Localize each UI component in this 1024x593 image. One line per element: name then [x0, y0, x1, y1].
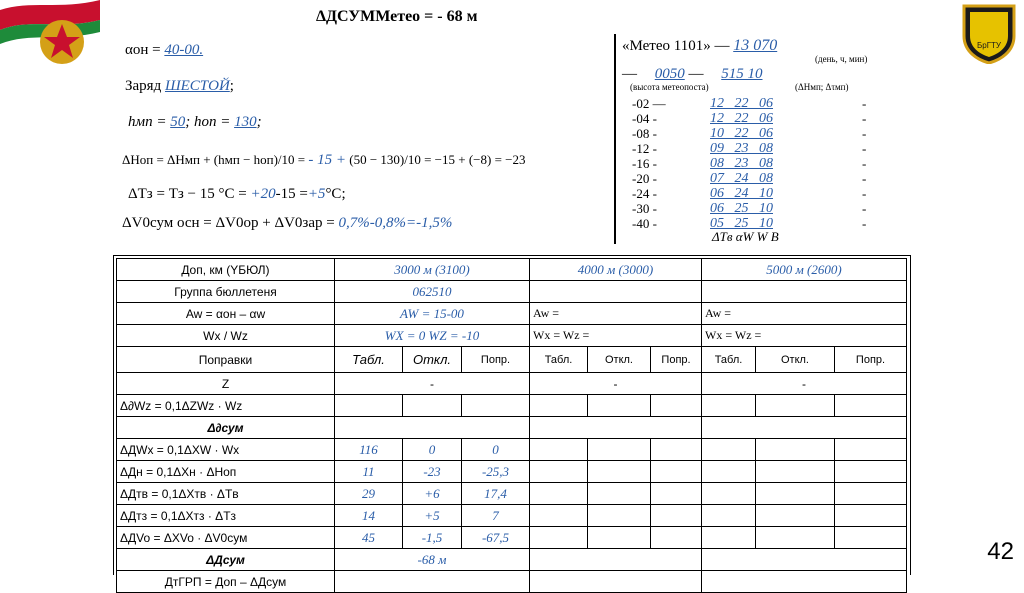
dvo-table: 45 — [335, 527, 403, 549]
table-row — [117, 281, 907, 303]
dt-label: ΔTз = Tз − 15 °C = — [128, 186, 247, 202]
meteo-line2 — [622, 66, 763, 83]
dtz-label: ΔДтз = 0,1ΔXтз · ΔTз — [117, 505, 335, 527]
h-op-value: 130 — [234, 114, 257, 130]
meteo-row-values: 06 25 10 — [710, 201, 773, 216]
ddsum-value: -68 м — [335, 549, 530, 571]
col-table: Табл. — [335, 347, 403, 373]
dh-row-label: ΔДн = 0,1ΔXн · ΔHоп — [117, 461, 335, 483]
table-row — [117, 439, 907, 461]
meteo-row-height: -24 - — [632, 186, 657, 201]
meteo-header-value: 13 070 — [733, 37, 778, 54]
svg-text:БрГТУ: БрГТУ — [977, 41, 1001, 50]
meteo-row-values: 08 23 08 — [710, 156, 773, 171]
dwz-label: Δ∂Wz = 0,1ΔZWz · Wz — [117, 395, 335, 417]
z-label: Z — [117, 373, 335, 395]
dh-table: 11 — [335, 461, 403, 483]
table-row — [117, 347, 907, 373]
dtgrp-label: ДтГРП = Доп – ΔДсум — [117, 571, 335, 593]
dtv-corr: 17,4 — [462, 483, 530, 505]
meteo-row-height: -12 - — [632, 141, 657, 156]
meteo-row-height: -20 - — [632, 171, 657, 186]
group-label: Группа бюллетеня — [117, 281, 335, 303]
distance-col3: 5000 м (2600) — [702, 259, 907, 281]
distance-col2: 4000 м (3000) — [530, 259, 702, 281]
meteo-row-values: 12 22 06 — [710, 111, 773, 126]
dtv-label: ΔДтв = 0,1ΔXтв · ΔTв — [117, 483, 335, 505]
col-dev-2: Откл. — [588, 347, 651, 373]
meteo-row-height: -08 - — [632, 126, 657, 141]
charge-end: ; — [229, 78, 234, 94]
col-corr: Попр. — [462, 347, 530, 373]
meteo-row-dash: - — [862, 141, 867, 156]
university-crest-icon — [960, 2, 1018, 64]
meteo-row-dash: - — [862, 186, 867, 201]
dv-value: 0,7%-0,8%=-1,5% — [338, 215, 453, 231]
dh-dev: -23 — [403, 461, 462, 483]
ddsum-label: ΔДсум — [117, 549, 335, 571]
table-row — [117, 549, 907, 571]
corrections-label: Поправки — [117, 347, 335, 373]
meteo-row-values: 12 22 06 — [710, 96, 773, 111]
meteo-row-dash: - — [862, 96, 867, 111]
col-corr-3: Попр. — [835, 347, 907, 373]
table-row — [117, 461, 907, 483]
dh-value: - 15 + — [308, 152, 346, 168]
dv-line — [122, 215, 452, 232]
h-mp-label: hмп = — [128, 114, 167, 130]
col-table-3: Табл. — [702, 347, 756, 373]
meteo-footer: ΔTв αW W B — [712, 229, 779, 244]
dv-label: ΔV0сум осн = ΔV0ор + ΔV0зар = — [122, 215, 335, 231]
page-number: 42 — [987, 538, 1014, 565]
page-title: ΔДСУММетео = - 68 м — [316, 8, 478, 25]
alpha-value: 40-00. — [164, 42, 204, 58]
h-end: ; — [256, 114, 262, 130]
meteo-row-height: -30 - — [632, 201, 657, 216]
dvo-corr: -67,5 — [462, 527, 530, 549]
table-row — [117, 303, 907, 325]
meteo-row-height: -02 — — [632, 96, 666, 111]
h-op-label: ; hоп = — [185, 114, 231, 130]
dt-mid: -15 = — [275, 186, 308, 202]
meteo-line2-dash: — — [622, 66, 637, 82]
meteo-line2-value1: 0050 — [654, 66, 685, 82]
col-dev-3: Откл. — [756, 347, 835, 373]
meteo-row-values: 09 23 08 — [710, 141, 773, 156]
z-value3: - — [702, 373, 907, 395]
table-row — [117, 259, 907, 281]
dvo-dev: -1,5 — [403, 527, 462, 549]
wxwz-label: Wx / Wz — [117, 325, 335, 347]
dwx-label: ΔДWx = 0,1ΔXW · Wx — [117, 439, 335, 461]
charge-label: Заряд — [125, 78, 162, 94]
wxwz-value1: WX = 0 WZ = -10 — [335, 325, 530, 347]
calc-table — [116, 258, 907, 593]
wxwz-value2: Wx = Wz = — [530, 325, 702, 347]
meteo-row-dash: - — [862, 201, 867, 216]
meteo-row-dash: - — [862, 171, 867, 186]
heights-line — [128, 114, 262, 131]
alpha-line — [125, 42, 203, 59]
meteo-row-values: 05 25 10 — [710, 216, 773, 231]
dtz-dev: +5 — [403, 505, 462, 527]
meteo-row-dash: - — [862, 111, 867, 126]
dh-tail: (50 − 130)/10 = −15 + (−8) = −23 — [349, 152, 526, 167]
aw-value3: Aw = — [702, 303, 907, 325]
meteo-header — [622, 37, 777, 55]
dt-result: +5 — [307, 186, 326, 202]
meteo-row-height: -04 - — [632, 111, 657, 126]
meteo-row-dash: - — [862, 156, 867, 171]
charge-line — [125, 78, 234, 95]
meteo-header-label: «Метео 1101» — — [622, 38, 730, 54]
col-corr-2: Попр. — [651, 347, 702, 373]
meteo-row-values: 07 24 08 — [710, 171, 773, 186]
dh-formula: ΔHоп = ΔHмп + (hмп − hоп)/10 = — [122, 152, 306, 167]
aw-value1: AW = 15-00 — [335, 303, 530, 325]
meteo-row-values: 10 22 06 — [710, 126, 773, 141]
dtz-table: 14 — [335, 505, 403, 527]
meteo-line2-sub2: (ΔHмп; Δτмп) — [795, 82, 849, 92]
dsum-label: Δ∂сум — [117, 417, 335, 439]
flag-star-emblem-icon — [0, 0, 100, 75]
dwx-table: 116 — [335, 439, 403, 461]
meteo-line2-sub1: (высота метеопоста) — [630, 82, 709, 92]
aw-label: Aw = αон – αw — [117, 303, 335, 325]
dwx-corr: 0 — [462, 439, 530, 461]
dt-line — [128, 186, 346, 203]
dt-value: +20 — [250, 186, 276, 202]
dh-line — [122, 152, 526, 169]
group-value: 062510 — [335, 281, 530, 303]
table-row — [117, 483, 907, 505]
table-row — [117, 373, 907, 395]
z-value1: - — [335, 373, 530, 395]
meteo-bracket — [614, 34, 616, 244]
distance-header: Дoп, км (YБЮЛ) — [117, 259, 335, 281]
meteo-header-sub: (день, ч, мин) — [815, 54, 868, 64]
col-dev: Откл. — [403, 347, 462, 373]
meteo-row-height: -16 - — [632, 156, 657, 171]
table-row — [117, 505, 907, 527]
dtv-dev: +6 — [403, 483, 462, 505]
meteo-row-values: 06 24 10 — [710, 186, 773, 201]
aw-value2: Aw = — [530, 303, 702, 325]
alpha-label: αон = — [125, 42, 161, 58]
table-row — [117, 325, 907, 347]
dvo-label: ΔДVo = ΔXVo · ΔV0сум — [117, 527, 335, 549]
charge-value: ШЕСТОЙ — [164, 78, 230, 94]
table-row — [117, 527, 907, 549]
col-table-2: Табл. — [530, 347, 588, 373]
meteo-row-dash: - — [862, 216, 867, 231]
dtz-corr: 7 — [462, 505, 530, 527]
meteo-line2-value2: 515 10 — [721, 66, 763, 82]
meteo-row-height: -40 - — [632, 216, 657, 231]
dtv-table: 29 — [335, 483, 403, 505]
dt-unit: °C; — [325, 186, 346, 202]
meteo-line2-sep: — — [688, 66, 704, 82]
table-row — [117, 395, 907, 417]
z-value2: - — [530, 373, 702, 395]
dh-corr: -25,3 — [462, 461, 530, 483]
h-mp-value: 50 — [170, 114, 186, 130]
dwx-dev: 0 — [403, 439, 462, 461]
distance-col1: 3000 м (3100) — [335, 259, 530, 281]
meteo-row-dash: - — [862, 126, 867, 141]
table-row — [117, 417, 907, 439]
wxwz-value3: Wx = Wz = — [702, 325, 907, 347]
